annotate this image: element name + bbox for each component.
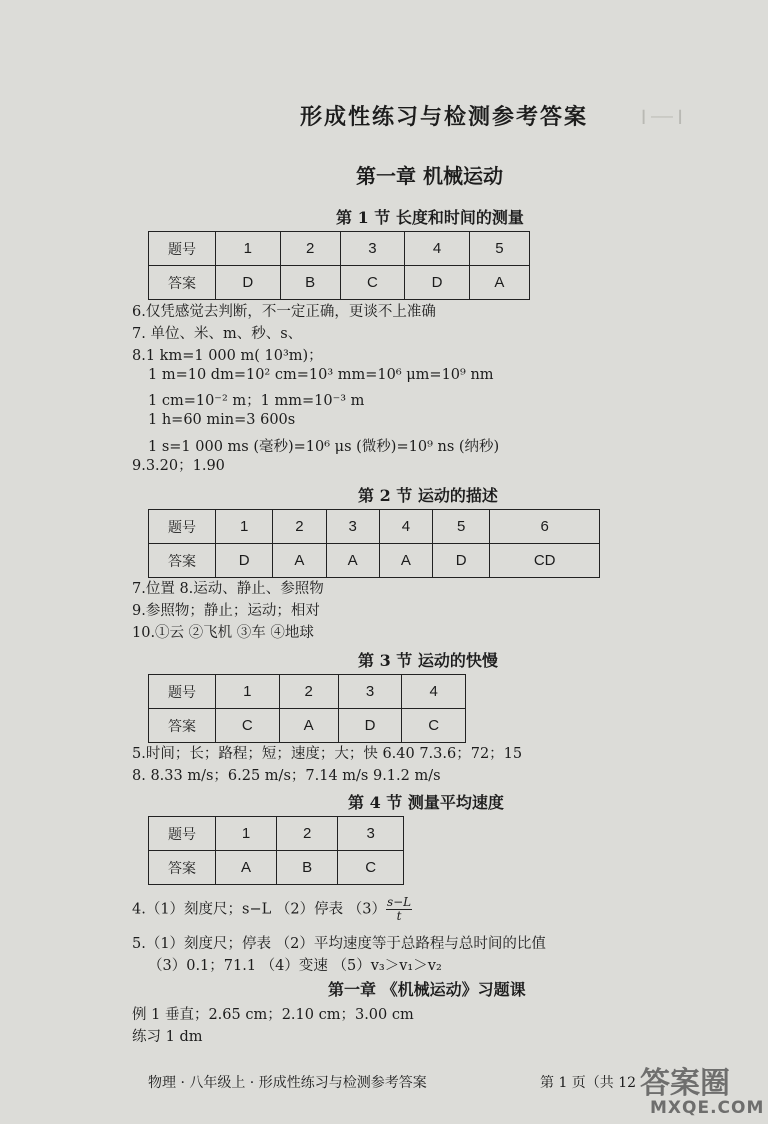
answer-line: 10.①云 ②飞机 ③车 ④地球: [132, 625, 314, 641]
table-header-row: [149, 510, 600, 544]
table-cell: 6: [490, 510, 600, 544]
answer-line: （3）0.1；71.1 （4）变速 （5）v₃＞v₁＞v₂: [148, 958, 442, 974]
section-2-title: 第 2 节 运动的描述: [358, 486, 498, 505]
table-cell: 4: [402, 675, 466, 709]
table-cell: B: [277, 851, 338, 885]
table-cell: 1: [216, 675, 280, 709]
answer-line: 5.时间；长；路程；短；速度；大；快 6.40 7.3.6；72；15: [132, 746, 523, 762]
table-cell: 1: [216, 817, 277, 851]
answer-line: 8.1 km=1 000 m( 10³m)；: [132, 348, 323, 364]
table-cell: A: [273, 544, 326, 578]
table-cell: C: [402, 709, 466, 743]
page-footer: 物理 · 八年级上 · 形成性练习与检测参考答案: [148, 1075, 427, 1091]
table-cell: A: [379, 544, 432, 578]
table-cell: 题号: [149, 675, 216, 709]
answer-line: 例 1 垂直；2.65 cm；2.10 cm；3.00 cm: [132, 1007, 414, 1023]
answer-line: 1 cm=10⁻² m；1 mm=10⁻³ m: [148, 393, 365, 409]
table-cell: 题号: [149, 817, 216, 851]
table-cell: 题号: [149, 232, 216, 266]
fraction: [386, 896, 412, 923]
table-cell: A: [469, 266, 529, 300]
table-cell: 3: [338, 675, 402, 709]
answer-line: 练习 1 dm: [132, 1029, 203, 1045]
chapter-title: 第一章 机械运动: [356, 164, 503, 188]
watermark-logo: 答案圈: [640, 1066, 730, 1101]
section-4-answer-table: [148, 816, 404, 885]
table-cell: 3: [340, 232, 405, 266]
answer-line: 7.位置 8.运动、静止、参照物: [132, 581, 324, 597]
table-cell: D: [433, 544, 490, 578]
table-cell: C: [338, 851, 404, 885]
table-cell: 题号: [149, 510, 216, 544]
answer-line: 6.仅凭感觉去判断，不一定正确，更谈不上准确: [132, 304, 436, 320]
table-cell: 1: [216, 510, 273, 544]
table-cell: A: [216, 851, 277, 885]
table-cell: 2: [280, 232, 340, 266]
table-cell: 答案: [149, 544, 216, 578]
fraction-numerator: s−L: [386, 895, 412, 909]
table-header-row: [149, 817, 404, 851]
table-cell: 答案: [149, 266, 216, 300]
table-cell: 4: [405, 232, 470, 266]
table-answer-row: [149, 851, 404, 885]
table-cell: 2: [273, 510, 326, 544]
answer-line: 8. 8.33 m/s；6.25 m/s；7.14 m/s 9.1.2 m/s: [132, 768, 441, 784]
table-header-row: [149, 232, 530, 266]
table-cell: 5: [433, 510, 490, 544]
table-cell: C: [216, 709, 280, 743]
table-answer-row: [149, 709, 466, 743]
answer-line: 9.3.20；1.90: [132, 458, 225, 474]
section-3-title: 第 3 节 运动的快慢: [358, 651, 498, 670]
table-cell: 2: [277, 817, 338, 851]
table-cell: D: [216, 544, 273, 578]
table-cell: 1: [216, 232, 281, 266]
section-3-answer-table: [148, 674, 466, 743]
table-cell: 3: [326, 510, 379, 544]
table-header-row: [149, 675, 466, 709]
table-cell: C: [340, 266, 405, 300]
table-cell: A: [326, 544, 379, 578]
table-cell: CD: [490, 544, 600, 578]
fraction-denominator: t: [396, 909, 402, 923]
review-title: 第一章 《机械运动》习题课: [328, 980, 526, 999]
answer-line: 9.参照物；静止；运动；相对: [132, 603, 320, 619]
answer-line: 1 h=60 min=3 600s: [148, 412, 296, 428]
table-cell: D: [405, 266, 470, 300]
section-1-title: 第 1 节 长度和时间的测量: [336, 208, 524, 227]
table-cell: 2: [279, 675, 338, 709]
table-cell: D: [338, 709, 402, 743]
table-cell: 答案: [149, 851, 216, 885]
table-cell: 5: [469, 232, 529, 266]
table-cell: 3: [338, 817, 404, 851]
watermark-url: MXQE.COM: [650, 1098, 765, 1118]
answer-line-q4: [132, 896, 412, 923]
answer-line: 1 s=1 000 ms (毫秒)=10⁶ μs (微秒)=10⁹ ns (纳秒): [148, 439, 500, 455]
table-cell: B: [280, 266, 340, 300]
table-cell: D: [216, 266, 281, 300]
page-title: 形成性练习与检测参考答案: [300, 104, 589, 130]
page-number: 第 1 页（共 12: [540, 1075, 637, 1091]
section-2-answer-table: [148, 509, 600, 578]
table-answer-row: [149, 544, 600, 578]
answer-line: 1 m=10 dm=10² cm=10³ mm=10⁶ μm=10⁹ nm: [148, 367, 494, 383]
table-cell: A: [279, 709, 338, 743]
table-answer-row: [149, 266, 530, 300]
section-1-answer-table: [148, 231, 530, 300]
bleed-through-text: ┃ ─── ┃: [640, 110, 684, 124]
answer-line: 5.（1）刻度尺；停表 （2）平均速度等于总路程与总时间的比值: [132, 936, 546, 952]
answer-text: 4.（1）刻度尺；s−L （2）停表 （3）: [132, 901, 386, 918]
table-cell: 答案: [149, 709, 216, 743]
section-4-title: 第 4 节 测量平均速度: [348, 793, 504, 812]
table-cell: 4: [379, 510, 432, 544]
answer-line: 7. 单位、米、m、秒、s、: [132, 326, 303, 342]
